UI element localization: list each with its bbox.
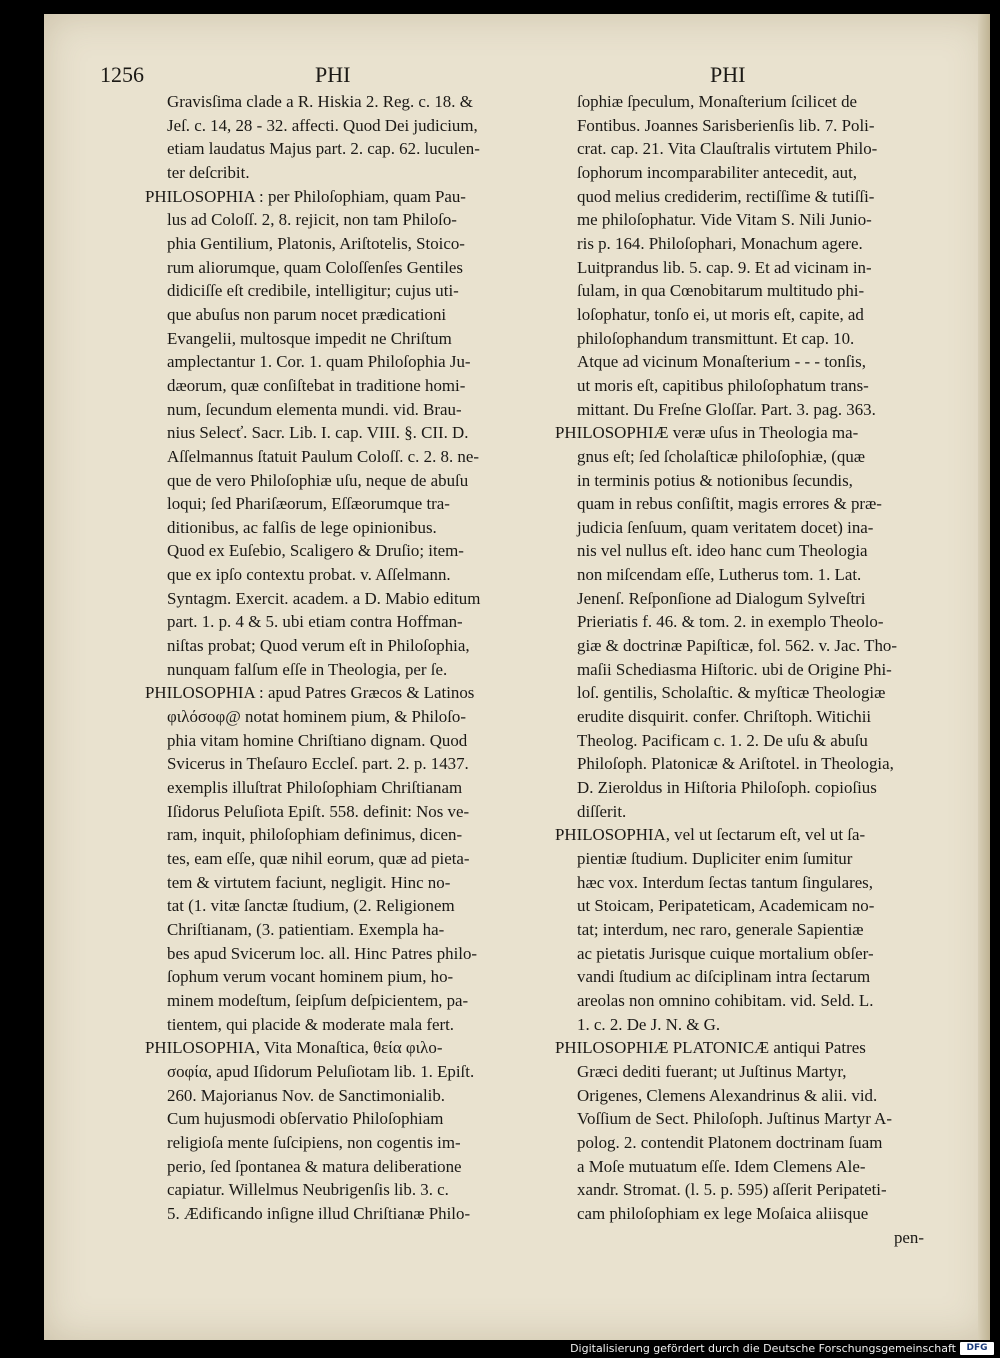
text-line: 1. c. 2. De J. N. & G. <box>577 1014 721 1034</box>
text-line: me philoſophatur. Vide Vitam S. Nili Junio- <box>577 210 872 230</box>
text-line: maſii Schediasma Hiſtoric. ubi de Origine Phi- <box>577 659 892 679</box>
text-line: ditionibus, ac falſis de lege opinionibus. <box>167 517 437 537</box>
text-line: judicia ſenſuum, quam veritatem docet) ina- <box>577 517 874 537</box>
text-line: part. 1. p. 4 & 5. ubi etiam contra Hoffman- <box>167 612 463 632</box>
text-line: ſophorum incomparabiliter antecedit, aut, <box>577 162 858 182</box>
text-line: Atque ad vicinum Monaſterium - - - tonſis, <box>577 352 866 372</box>
text-line: ſulam, in qua Cœnobitarum multitudo phi- <box>577 281 865 301</box>
text-line: Gravisſima clade a R. Hiskia 2. Reg. c. 18. & <box>167 92 473 111</box>
dfg-logo: DFG <box>960 1342 994 1355</box>
text-line: tat; interdum, nec raro, generale Sapientiæ <box>577 919 864 939</box>
text-line: PHILOSOPHIA, vel ut ſectarum eſt, vel ut ſa- <box>555 825 866 845</box>
text-line: que de vero Philoſophiæ uſu, neque de abuſu <box>167 470 469 490</box>
text-line: non miſcendam eſſe, Lutherus tom. 1. Lat. <box>577 565 862 585</box>
catchword: pen- <box>893 1227 924 1247</box>
text-line: PHILOSOPHIA, Vita Monaſtica, θεία φιλο- <box>145 1038 443 1058</box>
text-line: 260. Majorianus Nov. de Sanctimonialib. <box>167 1085 446 1105</box>
text-line: Aſſelmannus ſtatuit Paulum Coloſſ. c. 2. 8. ne- <box>167 446 479 466</box>
text-line: PHILOSOPHIÆ veræ uſus in Theologia ma- <box>555 423 859 443</box>
text-line: phia vitam homine Chriſtiano dignam. Quod <box>167 730 468 750</box>
text-line: bes apud Svicerum loc. all. Hinc Patres philo- <box>167 943 478 963</box>
text-line: ſophum verum vocant hominem pium, ho- <box>167 967 454 987</box>
text-line: Philoſoph. Platonicæ & Ariſtotel. in Theologia, <box>577 754 894 774</box>
text-line: ram, inquit, philoſophiam definimus, dicen- <box>167 825 463 845</box>
text-line: ut moris eſt, capitibus philoſophatum trans- <box>577 375 869 395</box>
text-line: minem modeſtum, ſeipſum deſpicientem, pa- <box>167 990 469 1010</box>
text-line: Evangelii, multosque impedit ne Chriſtum <box>167 328 452 348</box>
text-line: tat (1. vitæ ſanctæ ſtudium, (2. Religionem <box>167 896 455 916</box>
text-line: que ex ipſo contextu probat. v. Aſſelmann. <box>167 565 451 585</box>
text-line: 5. Ædificando inſigne illud Chriſtianæ Philo- <box>167 1203 471 1223</box>
text-line: PHILOSOPHIA : per Philoſophiam, quam Pau- <box>145 186 466 206</box>
text-line: Fontibus. Joannes Sarisberienſis lib. 7. Poli- <box>577 115 875 135</box>
funding-notice: Digitalisierung gefördert durch die Deutsche Forschungsgemeinschaft <box>570 1342 956 1355</box>
right-column <box>555 90 930 1249</box>
text-line: erudite disquirit. confer. Chriſtoph. Witichii <box>577 707 872 727</box>
footer-bar <box>0 1340 1000 1358</box>
text-line: ſophiæ ſpeculum, Monaſterium ſcilicet de <box>577 92 858 111</box>
text-line: Cum hujusmodi obſervatio Philoſophiam <box>167 1109 444 1129</box>
entry-paragraph <box>145 1036 520 1225</box>
entry-paragraph <box>145 681 520 1036</box>
entry-paragraph <box>145 90 520 185</box>
text-line: ut Stoicam, Peripateticam, Academicam no- <box>577 896 875 916</box>
text-line: dæorum, quæ conſiſtebat in traditione homi- <box>167 375 466 395</box>
text-line: gnus eſt; ſed ſcholaſticæ philoſophiæ, (quæ <box>577 446 866 466</box>
text-line: hæc vox. Interdum ſectas tantum ſingulares, <box>577 872 873 892</box>
entry-paragraph <box>555 823 930 1036</box>
entry-paragraph <box>145 185 520 682</box>
text-line: exemplis illuſtrat Philoſophiam Chriſtianam <box>167 778 463 798</box>
text-line: φιλόσοφ@ notat hominem pium, & Philoſo- <box>167 707 466 727</box>
text-line: loqui; ſed Phariſæorum, Eſſæorumque tra- <box>167 494 450 514</box>
running-head-left: PHI <box>315 62 351 87</box>
entry-paragraph <box>555 421 930 823</box>
text-line: Iſidorus Peluſiota Epiſt. 558. definit: Nos ve- <box>167 801 470 821</box>
text-line: mittant. Du Freſne Gloſſar. Part. 3. pag. 363. <box>577 399 876 419</box>
text-line: tem & virtutem faciunt, negligit. Hinc no- <box>167 872 451 892</box>
text-line: etiam laudatus Majus part. 2. cap. 62. luculen- <box>167 139 480 159</box>
entry-paragraph <box>555 90 930 421</box>
text-line: religioſa mente ſuſcipiens, non cogentis im- <box>167 1132 461 1152</box>
text-line: quod melius crediderim, rectiſſime & tutiſſi- <box>577 186 875 206</box>
text-line: Chriſtianam, (3. patientiam. Exempla ha- <box>167 919 445 939</box>
text-line: perio, ſed ſpontanea & matura deliberatione <box>167 1156 462 1176</box>
text-line: didiciſſe eſt credibile, intelligitur; cujus uti- <box>167 281 459 301</box>
text-line: areolas non omnino cohibitam. vid. Seld. L. <box>577 990 874 1010</box>
text-line: in terminis potius & notionibus ſecundis, <box>577 470 853 490</box>
text-line: vandi ſtudium ac diſciplinam intra ſectarum <box>577 967 871 987</box>
text-line: Voſſium de Sect. Philoſoph. Juſtinus Martyr A- <box>577 1109 892 1129</box>
text-line: diſſerit. <box>577 801 627 821</box>
text-line: σοφία, apud Iſidorum Peluſiotam lib. 1. Epiſt. <box>167 1061 475 1081</box>
text-line: Jeſ. c. 14, 28 - 32. affecti. Quod Dei judicium, <box>167 115 478 135</box>
text-line: num, ſecundum elementa mundi. vid. Brau- <box>167 399 462 419</box>
page-number: 1256 <box>100 62 144 87</box>
text-line: Prieriatis f. 46. & tom. 2. in exemplo Theolo- <box>577 612 884 632</box>
text-line: lus ad Coloſſ. 2, 8. rejicit, non tam Philoſo- <box>167 210 457 230</box>
text-line: tientem, qui placide & moderate mala fert. <box>167 1014 455 1034</box>
text-line: que abuſus non parum nocet prædicationi <box>167 304 447 324</box>
entry-paragraph <box>555 1036 930 1225</box>
text-line: ter deſcribit. <box>167 162 250 182</box>
text-line: nius Selecť. Sacr. Lib. I. cap. VIII. §. CII. D. <box>167 423 469 443</box>
text-line: nis vel nullus eſt. ideo hanc cum Theologia <box>577 541 868 561</box>
text-line: amplectantur 1. Cor. 1. quam Philoſophia Ju- <box>167 352 471 372</box>
page-edge <box>978 14 990 1340</box>
text-line: loſophatur, tonſo ei, ut moris eſt, capite, ad <box>577 304 864 324</box>
left-column <box>145 90 520 1226</box>
text-line: Quod ex Euſebio, Scaligero & Druſio; item- <box>167 541 464 561</box>
text-line: Jenenſ. Reſponſione ad Dialogum Sylveſtri <box>577 588 866 608</box>
text-line: Græci dediti fuerant; ut Juſtinus Martyr, <box>577 1061 847 1081</box>
text-line: philoſophandum transmittunt. Et cap. 10. <box>577 328 855 348</box>
text-line: niſtas probat; Quod verum eſt in Philoſophia, <box>167 636 470 656</box>
text-line: capiatur. Willelmus Neubrigenſis lib. 3. c. <box>167 1180 449 1200</box>
text-line: ac pietatis Jurisque cuique mortalium obſer- <box>577 943 874 963</box>
text-line: pientiæ ſtudium. Dupliciter enim ſumitur <box>577 849 853 868</box>
text-line: Theolog. Pacificam c. 1. 2. De uſu & abuſu <box>577 730 868 750</box>
text-line: crat. cap. 21. Vita Clauſtralis virtutem Philo- <box>577 139 878 159</box>
text-line: giæ & doctrinæ Papiſticæ, fol. 562. v. Jac. Tho- <box>577 636 897 656</box>
text-line: Luitprandus lib. 5. cap. 9. Et ad vicinam in- <box>577 257 872 277</box>
text-line: quam in rebus conſiſtit, magis errores & præ- <box>577 494 882 514</box>
text-line: Svicerus in Theſauro Eccleſ. part. 2. p. 1437. <box>167 754 469 774</box>
text-line: loſ. gentilis, Scholaſtic. & myſticæ Theologiæ <box>577 683 886 703</box>
running-head-right: PHI <box>710 62 746 87</box>
text-line: Origenes, Clemens Alexandrinus & alii. vid. <box>577 1085 878 1105</box>
text-line: xandr. Stromat. (l. 5. p. 595) aſſerit Peripateti- <box>577 1180 887 1200</box>
text-line: ris p. 164. Philoſophari, Monachum agere. <box>577 233 863 253</box>
text-line: D. Zieroldus in Hiſtoria Philoſoph. copioſius <box>577 778 877 798</box>
text-line: Syntagm. Exercit. academ. a D. Mabio editum <box>167 588 481 608</box>
text-line: phia Gentilium, Platonis, Ariſtotelis, Stoico- <box>167 233 465 253</box>
text-line: PHILOSOPHIA : apud Patres Græcos & Latinos <box>145 683 475 703</box>
text-line: rum aliorumque, quam Coloſſenſes Gentiles <box>167 257 463 277</box>
text-line: polog. 2. contendit Platonem doctrinam ſuam <box>577 1132 883 1152</box>
text-line: cam philoſophiam ex lege Moſaica aliisque <box>577 1203 869 1223</box>
text-line: PHILOSOPHIÆ PLATONICÆ antiqui Patres <box>555 1038 866 1058</box>
text-line: a Moſe mutuatum eſſe. Idem Clemens Ale- <box>577 1156 866 1176</box>
text-line: tes, eam eſſe, quæ nihil eorum, quæ ad pieta- <box>167 849 470 868</box>
text-line: nunquam falſum eſſe in Theologia, per ſe. <box>167 659 448 679</box>
